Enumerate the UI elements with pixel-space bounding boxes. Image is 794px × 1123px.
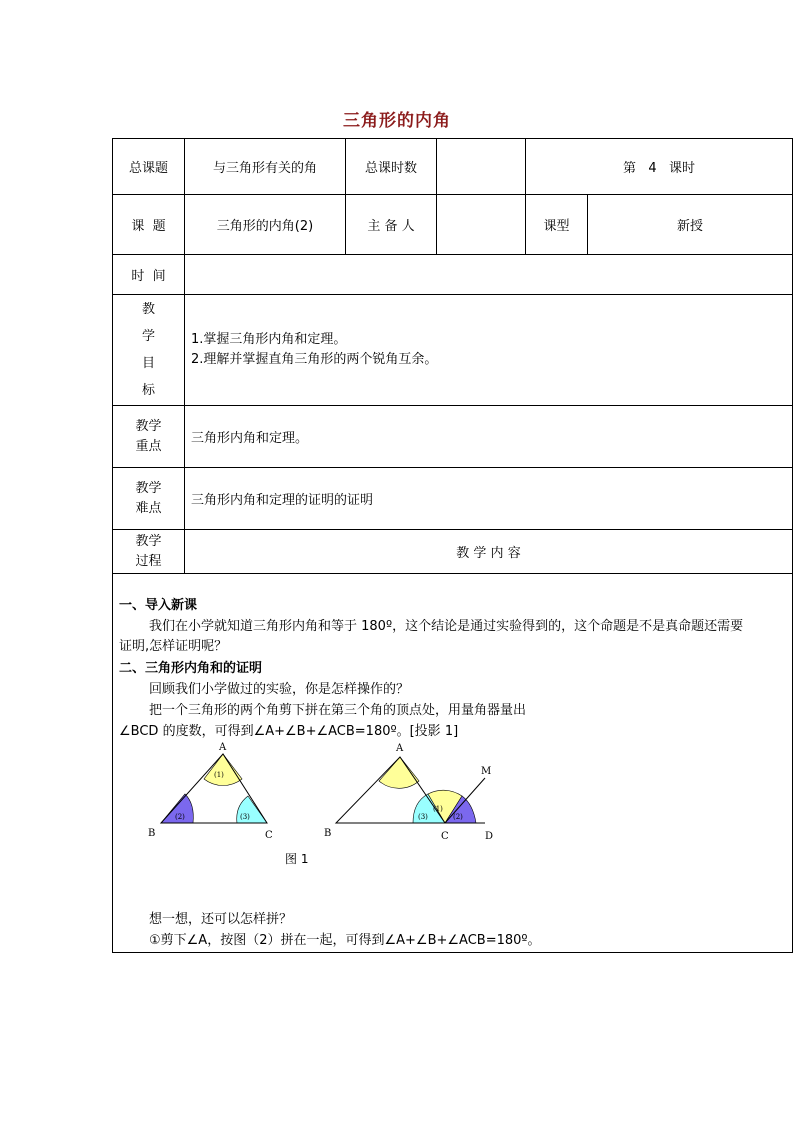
topic: 三角形的内角(2) bbox=[185, 195, 346, 255]
section1-paragraph: 我们在小学就知道三角形内角和等于 180º，这个结论是通过实验得到的，这个命题是不是真命题还需要 bbox=[149, 619, 744, 634]
right-triangle-figure bbox=[324, 743, 493, 842]
left-label-a: A bbox=[219, 742, 227, 753]
total-topic: 与三角形有关的角 bbox=[185, 139, 346, 195]
label-line: 教学 bbox=[135, 533, 162, 549]
section2-paragraph: 回顾我们小学做过的实验，你是怎样操作的？ bbox=[149, 682, 410, 697]
label-line: 教学 bbox=[135, 418, 162, 434]
label-difficulties bbox=[113, 468, 185, 530]
right-label-d: D bbox=[485, 831, 494, 842]
section1-paragraph-cont: 证明,怎样证明呢？ bbox=[119, 639, 228, 654]
page-title: 三角形的内角 bbox=[343, 111, 451, 131]
objectives bbox=[185, 295, 793, 406]
right-label-angle2: (2) bbox=[453, 813, 463, 821]
key-points: 三角形内角和定理。 bbox=[185, 406, 793, 468]
section1-heading: 一、导入新课 bbox=[119, 598, 198, 613]
label-char: 标 bbox=[141, 383, 155, 398]
total-hours bbox=[437, 139, 526, 195]
label-line: 难点 bbox=[135, 500, 162, 516]
right-label-c: C bbox=[441, 831, 449, 842]
preparer bbox=[437, 195, 526, 255]
figure-1 bbox=[113, 574, 793, 952]
section2-paragraph: ∠BCD 的度数，可得到∠A+∠B+∠ACB=180º。[投影 1] bbox=[119, 724, 459, 739]
angle-sector-a bbox=[204, 754, 242, 786]
label-objectives bbox=[113, 295, 185, 406]
right-label-m: M bbox=[481, 766, 492, 777]
period bbox=[526, 139, 793, 195]
figure-caption: 图 1 bbox=[285, 852, 309, 866]
label-line: 过程 bbox=[135, 553, 162, 569]
label-time: 时 间 bbox=[113, 255, 185, 295]
objective-item: 1.掌握三角形内角和定理。 bbox=[191, 332, 347, 347]
right-label-angle3: (3) bbox=[418, 813, 428, 821]
difficulties: 三角形内角和定理的证明的证明 bbox=[185, 468, 793, 530]
label-line: 重点 bbox=[135, 438, 162, 454]
left-label-angle1: (1) bbox=[214, 771, 224, 779]
label-total-hours: 总课时数 bbox=[346, 139, 437, 195]
label-line: 教学 bbox=[135, 480, 162, 496]
lesson-type: 新授 bbox=[588, 195, 793, 255]
label-char: 教 bbox=[141, 302, 155, 317]
section2-paragraph: 把一个三角形的两个角剪下拼在第三个角的顶点处，用量角器量出 bbox=[149, 703, 527, 718]
process-header: 教 学 内 容 bbox=[185, 530, 793, 574]
right-label-a: A bbox=[396, 743, 404, 754]
left-label-angle2: (2) bbox=[175, 813, 185, 821]
label-process bbox=[113, 530, 185, 574]
think-prompt: 想一想，还可以怎样拼？ bbox=[149, 912, 293, 927]
step-1: ①剪下∠A，按图（2）拼在一起，可得到∠A+∠B+∠ACB=180º。 bbox=[149, 933, 541, 948]
lesson-plan-table bbox=[112, 138, 793, 953]
left-label-b: B bbox=[148, 828, 156, 839]
section2-heading: 二、三角形内角和的证明 bbox=[119, 661, 263, 676]
left-label-angle3: (3) bbox=[240, 813, 250, 821]
period-text: 第 4 课时 bbox=[622, 161, 696, 176]
objective-item: 2.理解并掌握直角三角形的两个锐角互余。 bbox=[191, 352, 438, 367]
label-key-points bbox=[113, 406, 185, 468]
teaching-content bbox=[113, 574, 793, 953]
left-triangle-figure bbox=[148, 742, 273, 841]
label-preparer: 主 备 人 bbox=[346, 195, 437, 255]
label-char: 学 bbox=[141, 329, 155, 344]
label-type: 课型 bbox=[526, 195, 588, 255]
right-label-angle1: (1) bbox=[433, 805, 443, 813]
time bbox=[185, 255, 793, 295]
left-label-c: C bbox=[265, 830, 273, 841]
label-total-topic: 总课题 bbox=[113, 139, 185, 195]
right-label-b: B bbox=[324, 828, 332, 839]
label-char: 目 bbox=[141, 356, 155, 371]
label-topic: 课 题 bbox=[113, 195, 185, 255]
